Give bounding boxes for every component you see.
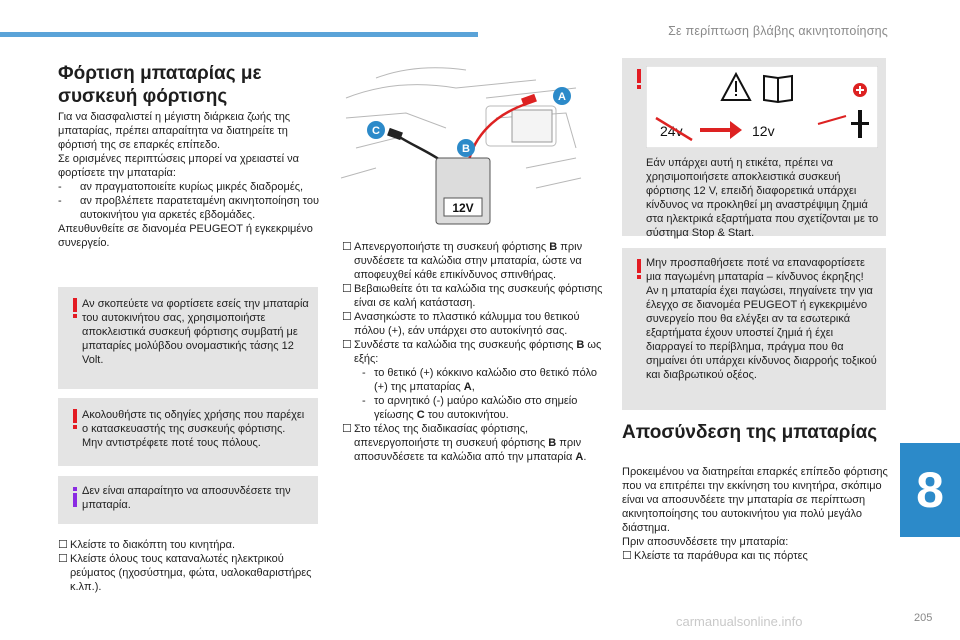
marker-c: C — [372, 125, 380, 137]
warning-box-label — [622, 58, 886, 239]
step-text: Απενεργοποιήστε τη συσκευή φόρτισης — [354, 241, 550, 253]
page-title: Φόρτιση μπαταρίας με συσκευή φόρτισης — [58, 63, 262, 107]
page-number: 205 — [914, 612, 933, 624]
step-item: ☐ Κλείστε τα παράθυρα και τις πόρτες — [622, 550, 808, 562]
step-text: Κλείστε τα παράθυρα και τις πόρτες — [634, 550, 808, 562]
intro-paragraph-1: Για να διασφαλιστεί η μέγιστη διάρκεια ζωής της μπαταρίας, πρέπει απαραίτητα να διατηρείτε τη φόρτισή της σε επαρκές επίπεδο. — [58, 111, 291, 151]
step-item: ☐ Κλείστε το διακόπτη του κινητήρα. — [58, 539, 236, 551]
sub-step-text: το θετικό (+) κόκκινο καλώδιο στο θετικό πόλο (+) της μπαταρίας — [374, 367, 597, 393]
stop-start-label-image — [646, 66, 878, 148]
step-text: Συνδέστε τα καλώδια της συσκευής φόρτισης — [354, 339, 577, 351]
intro-outro: Απευθυνθείτε σε διανομέα PEUGEOT ή εγκεκριμένο συνεργείο. — [58, 223, 313, 249]
step-text: πριν αποσυνδέσετε τα καλώδια από την μπαταρία — [354, 437, 582, 463]
warning-text: Ακολουθήστε τις οδηγίες χρήσης που παρέχει ο κατασκευαστής της συσκευής φόρτισης. Μην αντιστρέφετε ποτέ τους πόλους. — [82, 409, 305, 449]
warning-icon — [67, 408, 83, 430]
label-12v: 12v — [752, 123, 775, 139]
sub-step: - το θετικό (+) κόκκινο καλώδιο στο θετικό πόλο (+) της μπαταρίας A, — [362, 367, 597, 393]
disconnect-before: Πριν αποσυνδέσετε την μπαταρία: — [622, 536, 789, 548]
step-text: Βεβαιωθείτε ότι τα καλώδια της συσκευής φόρτισης είναι σε καλή κατάσταση. — [354, 283, 603, 309]
sub-step: - το αρνητικό (-) μαύρο καλώδιο στο σημείο γείωσης C του αυτοκινήτου. — [362, 395, 578, 421]
warning-text: Μην προσπαθήσετε ποτέ να επαναφορτίσετε μια παγωμένη μπαταρία – κίνδυνος έκρηξης! Αν η μπαταρία έχει παγώσει, πηγαίνετε την για έλεγχο σε διανομέα PEUGEOT ή εγκεκριμένο συνεργείο που θα ελέγξει αν τα εσωτερικά εξαρτήματα έχουν υποστεί ζημιά ή έχει διαρραγεί το περίβλημα, πράγμα που θα σημαίνει ότι υπάρχει κίνδυνος διαρροής τοξικού και διαβρωτικού οξέος. — [646, 257, 877, 381]
marker-b: B — [462, 143, 470, 155]
step-text: πριν συνδέσετε τα καλώδια στην μπαταρία, ώστε να αποφευχθεί κάθε επικίνδυνος σπινθήρας. — [354, 241, 583, 281]
sub-step-text: το αρνητικό (-) μαύρο καλώδιο στο σημείο γείωσης — [374, 395, 578, 421]
header-bar — [0, 32, 478, 37]
procedure-step: ☐ Ανασηκώστε το πλαστικό κάλυμμα του θετικού πόλου (+), εάν υπάρχει στο αυτοκίνητό σας. — [342, 311, 580, 337]
disconnect-block — [622, 465, 888, 563]
section-title: Σε περίπτωση βλάβης ακινητοποίησης — [668, 24, 888, 38]
warning-box-charger — [58, 287, 318, 389]
procedure-list — [342, 240, 604, 464]
info-text: Δεν είναι απαραίτητο να αποσυνδέσετε την μπαταρία. — [82, 485, 291, 511]
warning-icon — [631, 68, 647, 90]
label-explanation: Εάν υπάρχει αυτή η ετικέτα, πρέπει να χρησιμοποιήσετε αποκλειστικά συσκευή φόρτισης 12 V, επειδή διαφορετικά υπάρχει κίνδυνος να προκληθεί μη αναστρέψιμη ζημιά στα ηλεκτρικά εξαρτήματα που σχετίζονται με το σύστημα Stop & Start. — [646, 157, 879, 239]
intro-block — [58, 110, 320, 250]
intro-paragraph-2: Σε ορισμένες περιπτώσεις μπορεί να χρειαστεί να φορτίσετε την μπαταρία: — [58, 153, 300, 179]
step-text: Κλείστε το διακόπτη του κινητήρα. — [70, 539, 236, 551]
chapter-tab: 8 — [900, 443, 960, 537]
info-icon — [67, 486, 83, 508]
label-24v: 24v — [660, 123, 683, 139]
step-text: Στο τέλος της διαδικασίας φόρτισης, απενεργοποιήστε τη συσκευή φόρτισης — [354, 423, 549, 449]
section-heading-disconnect: Αποσύνδεση της μπαταρίας — [622, 422, 878, 443]
step-text: ως εξής: — [354, 339, 602, 365]
disconnect-paragraph: Προκειμένου να διατηρείται επαρκές επίπεδο φόρτισης που να επιτρέπει την εκκίνηση του κινητήρα, σκόπιμο είναι να αποσυνδέετε την μπαταρία σε περίπτωση ακινητοποίησης του αυτοκινήτου για πολύ μεγάλο διάστημα. — [622, 466, 888, 534]
sub-step-text: , — [471, 381, 475, 393]
sub-step-text: του αυτοκινήτου. — [424, 409, 509, 421]
warning-box-frozen — [622, 248, 886, 410]
steps-list — [58, 538, 320, 594]
case-item: - αν πραγματοποιείτε κυρίως μικρές διαδρομές, — [58, 181, 304, 193]
warning-text: Αν σκοπεύετε να φορτίσετε εσείς την μπαταρία του αυτοκινήτου σας, χρησιμοποιήστε αποκλειστικά συσκευή φόρτισης συμβατή με μπαταρίες μολύβδου ονομαστικής τάσης 12 Volt. — [82, 298, 309, 366]
procedure-step: ☐ Απενεργοποιήστε τη συσκευή φόρτισης B πριν συνδέσετε τα καλώδια στην μπαταρία, ώστε να αποφευχθεί κάθε επικίνδυνος σπινθήρας. — [342, 241, 583, 281]
marker-a: A — [558, 91, 566, 103]
ground-ref: C — [416, 409, 425, 421]
battery-ref: A — [463, 381, 472, 393]
warning-box-instructions — [58, 398, 318, 466]
watermark: carmanualsonline.info — [676, 614, 803, 629]
case-item: - αν προβλέπετε παρατεταμένη ακινητοποίηση του αυτοκινήτου για αρκετές εβδομάδες. — [58, 195, 320, 221]
warning-icon — [67, 297, 83, 319]
step-text: Κλείστε όλους τους καταναλωτές ηλεκτρικού ρεύματος (ηχοσύστημα, φώτα, υαλοκαθαριστήρες κ.λπ.). — [70, 553, 312, 593]
procedure-step: ☐ Βεβαιωθείτε ότι τα καλώδια της συσκευής φόρτισης είναι σε καλή κατάσταση. — [342, 283, 603, 309]
charger-illustration — [336, 58, 586, 228]
charger-ref: B — [549, 241, 558, 253]
warning-icon — [631, 258, 647, 280]
charger-voltage-label: 12V — [452, 201, 474, 215]
charger-ref: B — [548, 437, 557, 449]
step-text: . — [583, 451, 587, 463]
step-item: ☐ Κλείστε όλους τους καταναλωτές ηλεκτρικού ρεύματος (ηχοσύστημα, φώτα, υαλοκαθαριστήρες κ.λπ.). — [58, 553, 312, 593]
case-text: αν πραγματοποιείτε κυρίως μικρές διαδρομές, — [80, 181, 304, 193]
procedure-step: ☐ Στο τέλος της διαδικασίας φόρτισης, απενεργοποιήστε τη συσκευή φόρτισης B πριν αποσυνδέσετε τα καλώδια από την μπαταρία A. — [342, 423, 587, 463]
charger-ref: B — [576, 339, 585, 351]
step-text: Ανασηκώστε το πλαστικό κάλυμμα του θετικού πόλου (+), εάν υπάρχει στο αυτοκίνητό σας. — [354, 311, 580, 337]
procedure-step: ☐ Συνδέστε τα καλώδια της συσκευής φόρτισης B ως εξής: — [342, 339, 602, 365]
case-text: αν προβλέπετε παρατεταμένη ακινητοποίηση του αυτοκινήτου για αρκετές εβδομάδες. — [80, 195, 320, 221]
info-box — [58, 476, 318, 524]
battery-ref: A — [575, 451, 584, 463]
